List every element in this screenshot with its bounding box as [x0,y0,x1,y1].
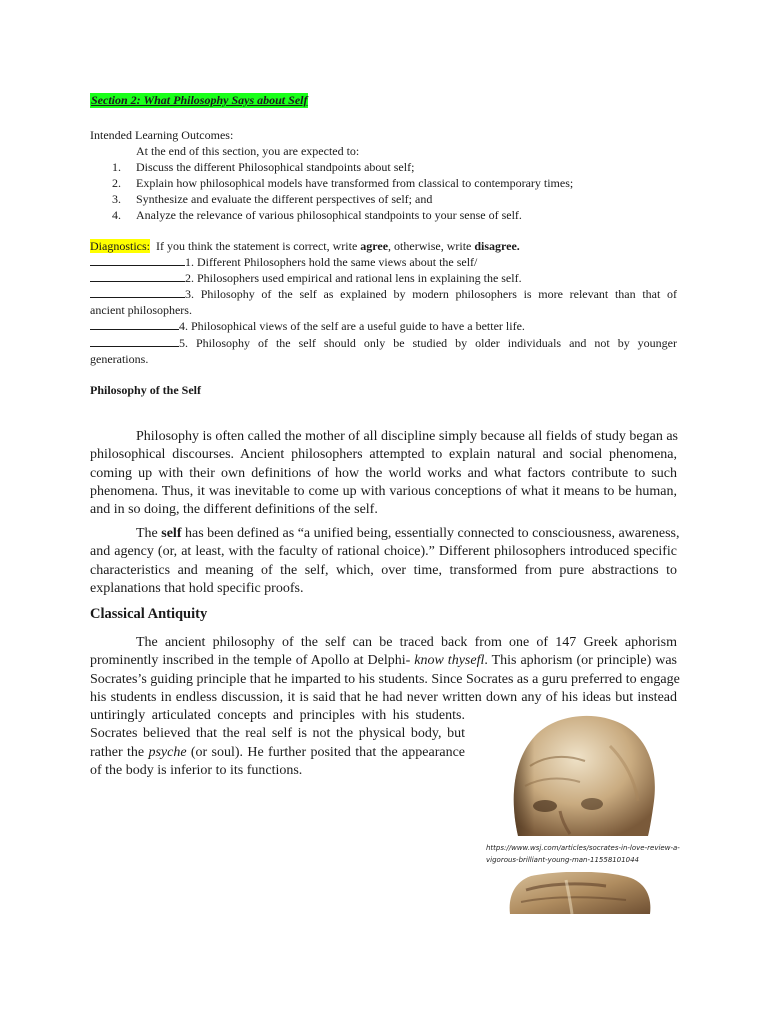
paragraph-classical-narrow: untiringly articulated concepts and principles with his students. Socrates believed that the real self is not the physical body, but rather the psyche (or soul). He further posited that the appearance of the body is inferior to its functions. [90,708,465,778]
disagree-word: disagree. [474,239,520,253]
diagnostics-label: Diagnostics: [90,239,150,253]
ilo-item-text: Analyze the relevance of various philosophical standpoints to your sense of self. [136,208,522,222]
socrates-bust-image-lower [506,872,652,914]
instruction-pre: If you think the statement is correct, write [156,239,358,253]
answer-blank[interactable] [90,270,185,282]
answer-blank[interactable] [90,335,179,347]
ilo-item-text: Synthesize and evaluate the different perspectives of self; and [136,192,433,206]
diagnostic-item: 2. Philosophers used empirical and rational lens in explaining the self. [90,270,522,286]
ilo-item-num: 1. [112,160,121,174]
diagnostic-item: 4. Philosophical views of the self are a useful guide to have a better life. [90,318,525,334]
instruction-mid: , otherwise, write [388,239,472,253]
ilo-intro: At the end of this section, you are expected to: [136,144,360,158]
paragraph-self-definition: The self has been defined as “a unified being, essentially connected to consciousness, awareness, and agency (or, at least, with the faculty of rational choice).” Different philosophers introduced specific characteristics and meaning of the self, which, over time, transformed from pure abstractions to explanations that hold specific proofs. [90,526,680,596]
diagnostic-item-cont: ancient philosophers. [90,303,192,317]
classical-heading: Classical Antiquity [90,606,208,622]
agree-word: agree [360,239,389,253]
socrates-bust-image [500,706,660,836]
answer-blank[interactable] [90,318,179,330]
diagnostic-item-cont: generations. [90,352,149,366]
ilo-item-text: Explain how philosophical models have transformed from classical to contemporary times; [136,176,574,190]
diagnostics-instruction [90,238,520,254]
section-title: Section 2: What Philosophy Says about Self [91,93,308,107]
ilo-item-num: 3. [112,192,121,206]
ilo-heading: Intended Learning Outcomes: [90,128,234,142]
answer-blank[interactable] [90,254,185,266]
ilo-item-num: 2. [112,176,121,190]
image-caption-line-2: vigorous-brilliant-young-man-11558101044 [486,856,640,864]
diagnostic-item: 5. Philosophy of the self should only be studied by older individuals and not by younger [90,335,677,351]
answer-blank[interactable] [90,286,185,298]
diagnostic-item: 3. Philosophy of the self as explained by modern philosophers is more relevant than that of [90,286,677,302]
ilo-item-text: Discuss the different Philosophical standpoints about self; [136,160,415,174]
philosophy-heading: Philosophy of the Self [90,383,202,397]
paragraph-classical: The ancient philosophy of the self can be traced back from one of 147 Greek aphorism prominently inscribed in the temple of Apollo at Delphi- know thysefl. This aphorism (or principle) was Socrates’s guiding principle that he imparted to his students. Since Socrates as a guru preferred to engage his students in endless discussion, it is said that he had never written down any of his ideas but instead [90,635,680,705]
image-caption-line-1: https://www.wsj.com/articles/socrates-in-love-review-a- [486,844,680,852]
ilo-item-num: 4. [112,208,121,222]
paragraph-philosophy: Philosophy is often called the mother of all discipline simply because all fields of study began as philosophical discourses. Ancient philosophers attempted to explain natural and social phenomena, coming up with their own definitions of how the world works and what factors contribute to such phenomena. Thus, it was inevitable to come up with various conceptions of what it means to be human, and in so doing, the different definitions of the self. [90,429,678,518]
diagnostic-item: 1. Different Philosophers hold the same views about the self/ [90,254,477,270]
